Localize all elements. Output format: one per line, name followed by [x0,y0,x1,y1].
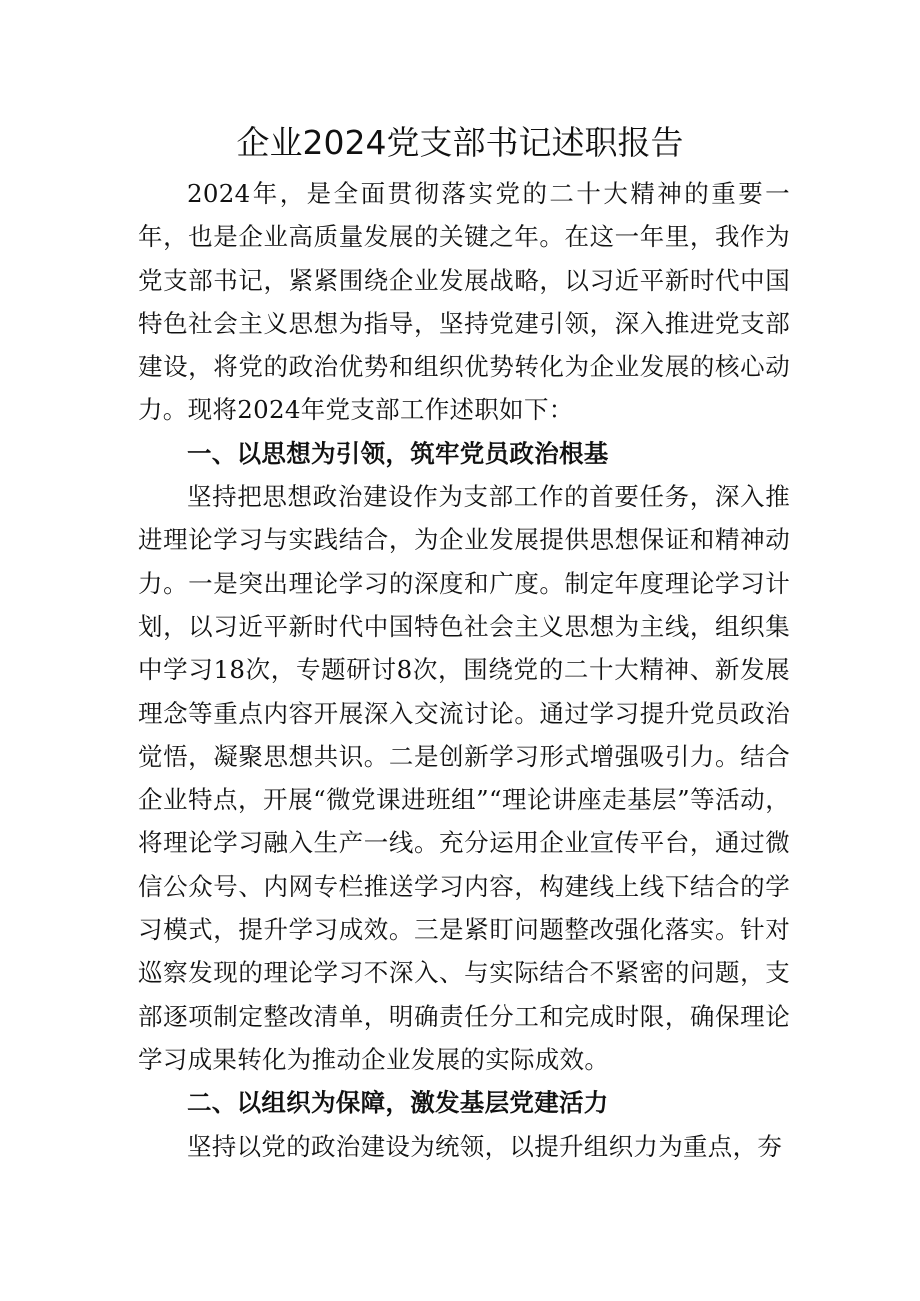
section-1-paragraph: 坚持把思想政治建设作为支部工作的首要任务，深入推进理论学习与实践结合，为企业发展提供思想保证和精神动力。一是突出理论学习的深度和广度。制定年度理论学习计划，以习近平新时代中国特色社会主义思想为主线，组织集中学习18次，专题研讨8次，围绕党的二十大精神、新发展理念等重点内容开展深入交流讨论。通过学习提升党员政治觉悟，凝聚思想共识。二是创新学习形式增强吸引力。结合企业特点，开展“微党课进班组”“理论讲座走基层”等活动，将理论学习融入生产一线。充分运用企业宣传平台，通过微信公众号、内网专栏推送学习内容，构建线上线下结合的学习模式，提升学习成效。三是紧盯问题整改强化落实。针对巡察发现的理论学习不深入、与实际结合不紧密的问题，支部逐项制定整改清单，明确责任分工和完成时限，确保理论学习成果转化为推动企业发展的实际成效。 [138,482,790,1074]
document-title: 企业2024党支部书记述职报告 [236,123,684,162]
section-heading-1: 一、以思想为引领，筑牢党员政治根基 [187,438,609,468]
section-2-paragraph: 坚持以党的政治建设为统领，以提升组织力为重点，夯 [187,1131,783,1161]
section-heading-2: 二、以组织为保障，激发基层党建活力 [187,1088,609,1118]
document-body [138,172,790,1168]
intro-paragraph: 2024年，是全面贯彻落实党的二十大精神的重要一年，也是企业高质量发展的关键之年。在这一年里，我作为党支部书记，紧紧围绕企业发展战略，以习近平新时代中国特色社会主义思想为指导，坚持党建引领，深入推进党支部建设，将党的政治优势和组织优势转化为企业发展的核心动力。现将2024年党支部工作述职如下： [138,179,790,425]
